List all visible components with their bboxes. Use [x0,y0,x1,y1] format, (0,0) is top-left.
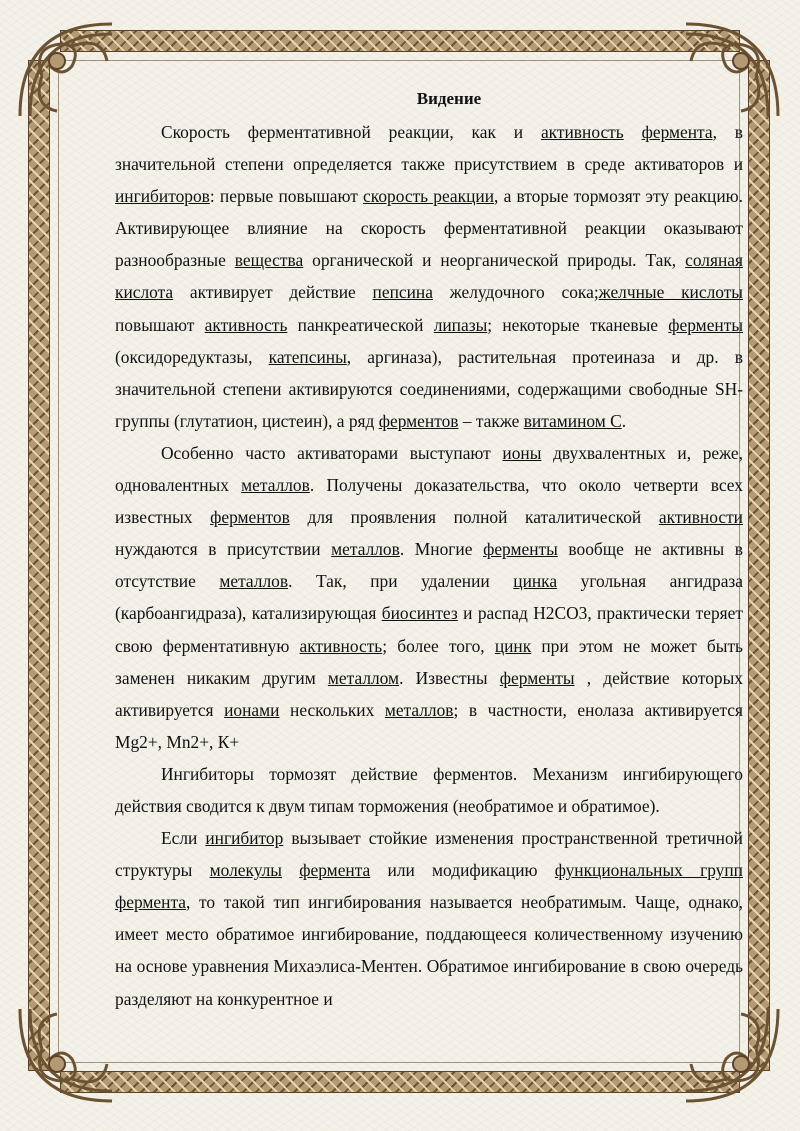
paragraph-text: угольная ангидраза (карбоангидраза), катализирующая [115,571,744,624]
term-link[interactable]: катепсины [268,346,347,367]
term-link[interactable]: биосинтез [381,603,458,624]
paragraph-text: ; более того, [382,635,495,656]
term-link[interactable]: ионы [502,442,542,463]
paragraph-text: . Известны [399,667,500,688]
term-link[interactable]: ферменты [668,314,743,335]
paragraph-text: , аргиназа), растительная протеиназа и др. в значительной степени активируются соединениями, содержащими свободные SH-группы (глутатион, цистеин), а ряд [115,346,743,431]
paragraph-text [282,860,299,880]
paragraph-text: органической и неорганической природы. Так, [303,250,686,271]
paragraph-text: нескольких [279,699,385,720]
term-link[interactable]: цинк [494,635,532,656]
paragraph-text: панкреатической [287,314,434,335]
border-bottom-ornament [60,1071,740,1093]
paragraph-irreversible-inhibition [115,822,743,1015]
paragraph-text: ; некоторые тканевые [487,314,669,335]
term-link[interactable]: ферменты [499,667,575,688]
paragraph-text: Скорость ферментативной реакции, как и [161,122,541,142]
term-link[interactable]: металлов [241,475,310,496]
paragraph-text: или модификацию [370,860,555,881]
paragraph-text [624,122,642,142]
document-title: Видение [416,89,482,108]
paragraph-text: . Получены доказательства, что около четверти всех известных [115,475,743,528]
paragraph-text: вообще не активны в отсутствие [115,539,743,592]
paragraph-text: . Многие [399,539,484,560]
term-link[interactable]: активность [204,314,288,335]
term-link[interactable]: витамином С [523,410,622,431]
term-link[interactable]: соляная кислота [115,250,743,303]
border-top-ornament [60,30,740,52]
corner-ornament-bottom-left [12,999,122,1109]
paragraph-text: : первые повышают [209,186,364,207]
term-link[interactable]: молекулы [209,860,282,881]
paragraph-text: повышают [115,314,205,335]
document-body [115,82,743,1015]
paragraph-text: при этом не может быть заменен никаким другим [115,635,743,688]
term-link[interactable]: металлов [219,571,289,592]
paragraph-inhibitors [115,758,743,822]
paragraph-text: . [621,410,627,431]
term-link[interactable]: липазы [433,314,488,335]
term-link[interactable]: активность [299,635,383,656]
term-link[interactable]: металлов [331,539,400,560]
term-link[interactable]: фермента [641,122,713,142]
paragraph-text: , в значительной степени определяется также присутствием в среде активаторов и [115,122,743,175]
term-link[interactable]: фермента [115,892,186,913]
paragraph-text: Особенно часто активаторами выступают [161,442,503,463]
term-link[interactable]: ферментов [378,410,459,431]
paragraph-text: вызывает стойкие изменения пространственной третичной структуры [115,828,743,881]
term-link[interactable]: ингибиторов [115,186,210,207]
term-link[interactable]: активности [658,507,743,528]
term-link[interactable]: ионами [224,699,280,720]
paragraph-text: Если [161,828,206,849]
term-link[interactable]: цинка [513,571,558,592]
paragraph-text: , то такой тип ингибирования называется необратимым. Чаще, однако, имеет место обратимое ингибирование, поддающееся количественному изучению на основе уравнения Михаэлиса-Ментен. Обратимое ингибирование в свою очередь разделяют на конкурентное и [115,892,743,1009]
paragraph-text: Ингибиторы тормозят действие ферментов. Механизм ингибирующего действия сводится к двум типам торможения (необратимое и обратимое). [115,763,743,816]
paragraph-text: – также [458,410,524,431]
term-link[interactable]: ферментов [210,507,290,528]
term-link[interactable]: пепсина [372,282,433,303]
corner-ornament-bottom-right [676,999,786,1109]
term-link[interactable]: скорость реакции [363,186,495,207]
paragraph-text: (оксидоредуктазы, [115,346,269,367]
paragraph-text: активирует действие [173,282,373,303]
term-link[interactable]: ферменты [483,539,558,560]
term-link[interactable]: фермента [299,860,371,881]
paragraph-text: желудочного сока; [432,282,599,303]
term-link[interactable]: вещества [234,250,304,271]
paragraph-text: , а вторые тормозят эту реакцию. Активирующее влияние на скорость ферментативной реакции оказывают разнообразные [115,186,743,271]
border-left-ornament [28,60,50,1071]
paragraph-text: , действие которых активируется [115,667,744,720]
paragraph-text: ; в частности, енолаза активируется Mg2+, Mn2+, К+ [115,699,743,752]
corner-ornament-top-left [12,16,122,126]
term-link[interactable]: функциональных групп [554,860,743,881]
term-link[interactable]: желчные кислоты [598,282,743,303]
paragraph-text: . Так, при удалении [288,571,514,592]
term-link[interactable]: металлом [327,667,400,688]
paragraph-text: нуждаются в присутствии [115,539,332,560]
paragraph-text: для проявления полной каталитической [289,507,659,528]
paragraph-text: двухвалентных и, реже, одновалентных [115,442,743,496]
paragraph-text: и распад Н2СО3, практически теряет свою ферментативную [115,603,743,656]
paragraph-activators [115,116,743,437]
paragraph-metal-ions [115,437,743,758]
term-link[interactable]: активность [540,122,624,142]
term-link[interactable]: ингибитор [205,828,284,849]
border-right-ornament [748,60,770,1071]
term-link[interactable]: металлов [384,699,454,720]
